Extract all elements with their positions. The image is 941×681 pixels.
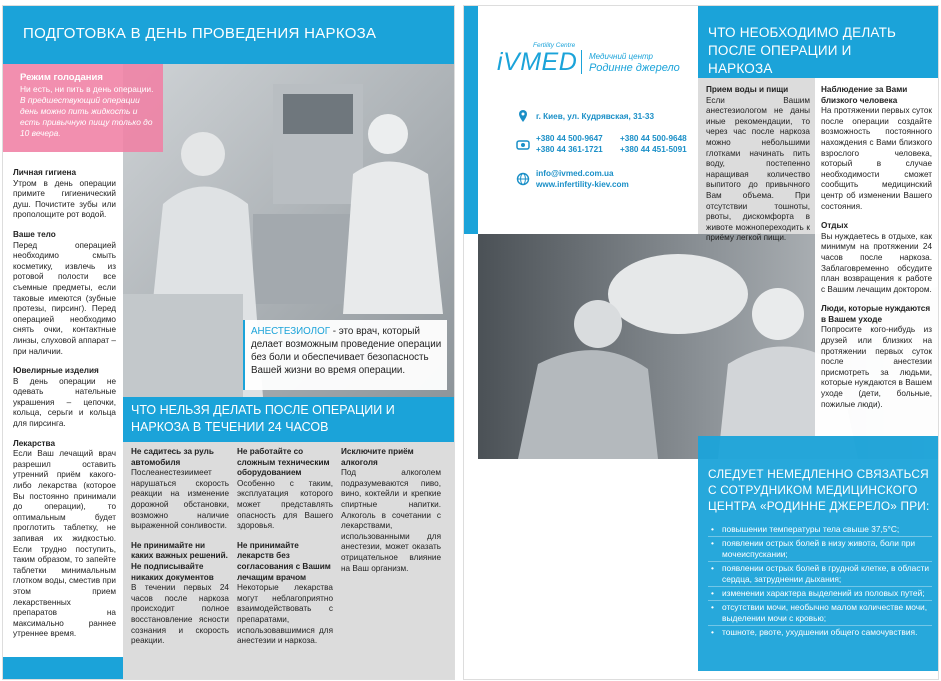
address-row bbox=[516, 109, 654, 123]
phone-icon bbox=[516, 138, 530, 152]
email-link[interactable]: info@ivmed.com.ua bbox=[536, 169, 614, 178]
left-header-banner bbox=[3, 6, 454, 64]
left-page bbox=[2, 5, 455, 680]
phones-row bbox=[516, 134, 704, 154]
care-1-title: Наблюдение за Вами близкого человека bbox=[821, 85, 908, 105]
care-2-text: Вы нуждаетесь в отдыхе, как минимум на протяжении 24 часов после наркоза. Заблаговременно обсудите план возвращения к работе с Вашим лечащим доктором. bbox=[821, 231, 932, 294]
urgent-title: СЛЕДУЕТ НЕМЕДЛЕННО СВЯЗАТЬСЯ С СОТРУДНИКОМ МЕДИЦИНСКОГО ЦЕНТРА «РОДИННЕ ДЖЕРЕЛО» ПРИ: bbox=[708, 467, 930, 513]
dont-header-title: ЧТО НЕЛЬЗЯ ДЕЛАТЬ ПОСЛЕ ОПЕРАЦИИ И НАРКОЗА В ТЕЧЕНИИ 24 ЧАСОВ bbox=[131, 403, 395, 434]
globe-icon bbox=[516, 172, 530, 186]
right-top-strip bbox=[464, 6, 478, 234]
left-text-column bbox=[13, 168, 116, 640]
food-text: Если Вашим анестезиологом не даны иные рекомендации, то через час после наркоза можно небольшими глотками начинать пить воду, постепенно наращивая количество выпитого до привычного Вам объема. При отсутствии тошноты, рвоты, дискомфорта в животе можнопереходить к приёму легкой пищи. bbox=[706, 95, 810, 243]
dont-5-text: Под алкоголем подразумеваются пиво, вино, коктейли и крепкие спиртные напитки. Алкоголь в сочетании с лекарствами, использованными для анестезии, может оказать отрицательное влияние на Ваш организм. bbox=[341, 468, 441, 573]
logo-main: iVMED bbox=[497, 48, 578, 76]
logo-divider bbox=[581, 50, 582, 74]
care-1-text: На протяжении первых суток после операции создайте возможность постоянного нахождения с Вами близкого взрослого человека, который в случае необходимости сможет сообщить медицинский центр об изменении Вашего состояния. bbox=[821, 106, 932, 211]
right-header-banner bbox=[698, 6, 938, 78]
dont-1-title: Не садитесь за руль автомобиля bbox=[131, 447, 214, 467]
care-3-text: Попросите кого-нибудь из друзей или близких на протяжении первых суток после анестезии присмотреть за людьми, которые нуждаются в Вашем уходе (дети, больные, пожилые люди). bbox=[821, 325, 932, 409]
body-text: Перед операцией необходимо смыть косметику, извлечь из ротовой полости все съемные предметы, если таковые имеются (зубные протезы, пирсинг). Перед операцией необходимо снять очки, контактные линзы, слуховой аппарат – при наличии. bbox=[13, 240, 116, 356]
urgent-item: • отсутствии мочи, необычно малом количестве мочи, выделении мочи с кровью; bbox=[708, 602, 932, 626]
dont-2-text: В течении первых 24 часов после наркоза происходит полное восстановление ясности сознания и скорость реакции. bbox=[131, 583, 229, 646]
care-3-title: Люди, которые нуждаются в Вашем уходе bbox=[821, 304, 931, 324]
dont-4-text: Некоторые лекарства могут неблагоприятно взаимодействовать с препаратами, использовавшимися для анестезии и наркоза. bbox=[237, 583, 333, 646]
right-header-title: ЧТО НЕОБХОДИМО ДЕЛАТЬ ПОСЛЕ ОПЕРАЦИИ И НАРКОЗА bbox=[708, 25, 897, 76]
urgent-list bbox=[708, 524, 932, 640]
right-page bbox=[463, 5, 939, 680]
phone-1[interactable]: +380 44 500-9647 bbox=[536, 134, 603, 143]
dont-3-title: Не работайте со сложным техническим оборудованием bbox=[237, 447, 330, 478]
urgent-item: • тошноте, рвоте, ухудшении общего самочувствия. bbox=[708, 627, 932, 639]
food-title: Прием воды и пищи bbox=[706, 85, 789, 94]
care-column bbox=[821, 85, 932, 410]
jewelry-text: В день операции не одевать нательные украшения – цепочки, кольца, серьги и кольца для пирсинга. bbox=[13, 376, 116, 429]
dont-column-2 bbox=[237, 447, 333, 647]
fasting-box bbox=[3, 64, 163, 152]
logo-tag1: Медичний центр bbox=[589, 52, 654, 61]
anesthesiologist-text: - это врач, который делает возможным проведение операции без боли и обеспечивает безопасность Вашей жизни во время операции. bbox=[251, 326, 442, 376]
dont-5-title: Исключите приём алкоголя bbox=[341, 447, 414, 467]
web-row bbox=[516, 169, 629, 189]
phone-grid bbox=[536, 134, 704, 154]
fasting-line2: В предшествующий операции день можно пить жидкость и есть привычную пищу только до 10 вечера. bbox=[20, 95, 153, 138]
phone-3[interactable]: +380 44 361-1721 bbox=[536, 145, 603, 154]
dont-2-title: Не принимайте ни каких важных решений. Не подписывайте никаких документов bbox=[131, 540, 228, 582]
phone-2[interactable]: +380 44 500-9648 bbox=[620, 134, 687, 143]
urgent-item: • появлении острых болей в грудной клетке, в области сердца, затруднении дыхания; bbox=[708, 563, 932, 587]
fasting-title: Режим голодания bbox=[20, 72, 103, 83]
address-text: г. Киев, ул. Кудрявская, 31-33 bbox=[536, 111, 655, 121]
phone-4[interactable]: +380 44 451-5091 bbox=[620, 145, 687, 154]
dont-column-3 bbox=[341, 447, 441, 574]
dont-3-text: Особенно с таким, эксплуатация которого может представлять опасность для Вашего здоровья. bbox=[237, 478, 333, 531]
dont-header-banner bbox=[123, 397, 454, 442]
logo-tag2: Родинне джерело bbox=[589, 62, 680, 74]
food-column bbox=[706, 85, 810, 244]
dont-column-1 bbox=[131, 447, 229, 647]
jewelry-title: Ювелирные изделия bbox=[13, 366, 99, 376]
urgent-item: • появлении острых болей в низу живота, боли при мочеиспускании; bbox=[708, 538, 932, 562]
left-header-title: ПОДГОТОВКА В ДЕНЬ ПРОВЕДЕНИЯ НАРКОЗА bbox=[23, 25, 377, 42]
care-2-title: Отдых bbox=[821, 221, 849, 231]
ivmed-logo bbox=[497, 42, 697, 82]
medicine-text: Если Ваш лечащий врач разрешил оставить утренний приём какого-либо лекарства (которое Вы постоянно принимали до операции), то оптимальным будет проглотить таблетку, не запивая их жидкостью. Если трудно поступить, таким образом, то запейте таблетки минимальным глотком воды, сместив при этом прием лекарственных препаратов на максимально раннее утреннее время. bbox=[13, 449, 116, 639]
hygiene-text: Утром в день операции примите гигиенический душ. Почистите зубы или прополощите рот водой. bbox=[13, 178, 116, 220]
anesthesiologist-callout bbox=[243, 320, 447, 390]
anesthesiologist-lead: АНЕСТЕЗИОЛОГ bbox=[251, 326, 331, 337]
urgent-item: • повышении температуры тела свыше 37,5°С; bbox=[708, 524, 932, 537]
website-link[interactable]: www.infertility-kiev.com bbox=[536, 180, 629, 189]
dont-4-title: Не принимайте лекарств без согласования с Вашим лечащим врачом bbox=[237, 540, 331, 582]
hygiene-title: Личная гигиена bbox=[13, 168, 77, 177]
logo-small: Fertility Centre bbox=[533, 42, 576, 49]
left-bottom-strip bbox=[3, 657, 123, 680]
map-pin-icon bbox=[516, 109, 530, 123]
urgent-box bbox=[698, 436, 938, 671]
urgent-item: • изменении характера выделений из половых путей; bbox=[708, 588, 932, 601]
body-title: Ваше тело bbox=[13, 229, 56, 239]
fasting-line1: Ни есть, ни пить в день операции. bbox=[20, 84, 154, 94]
dont-1-text: Послеанестезиимеет нарушаться скорость реакции на изменение дорожной обстановки, возможно наличие выраженной сонливости. bbox=[131, 468, 229, 531]
medicine-title: Лекарства bbox=[13, 438, 55, 448]
